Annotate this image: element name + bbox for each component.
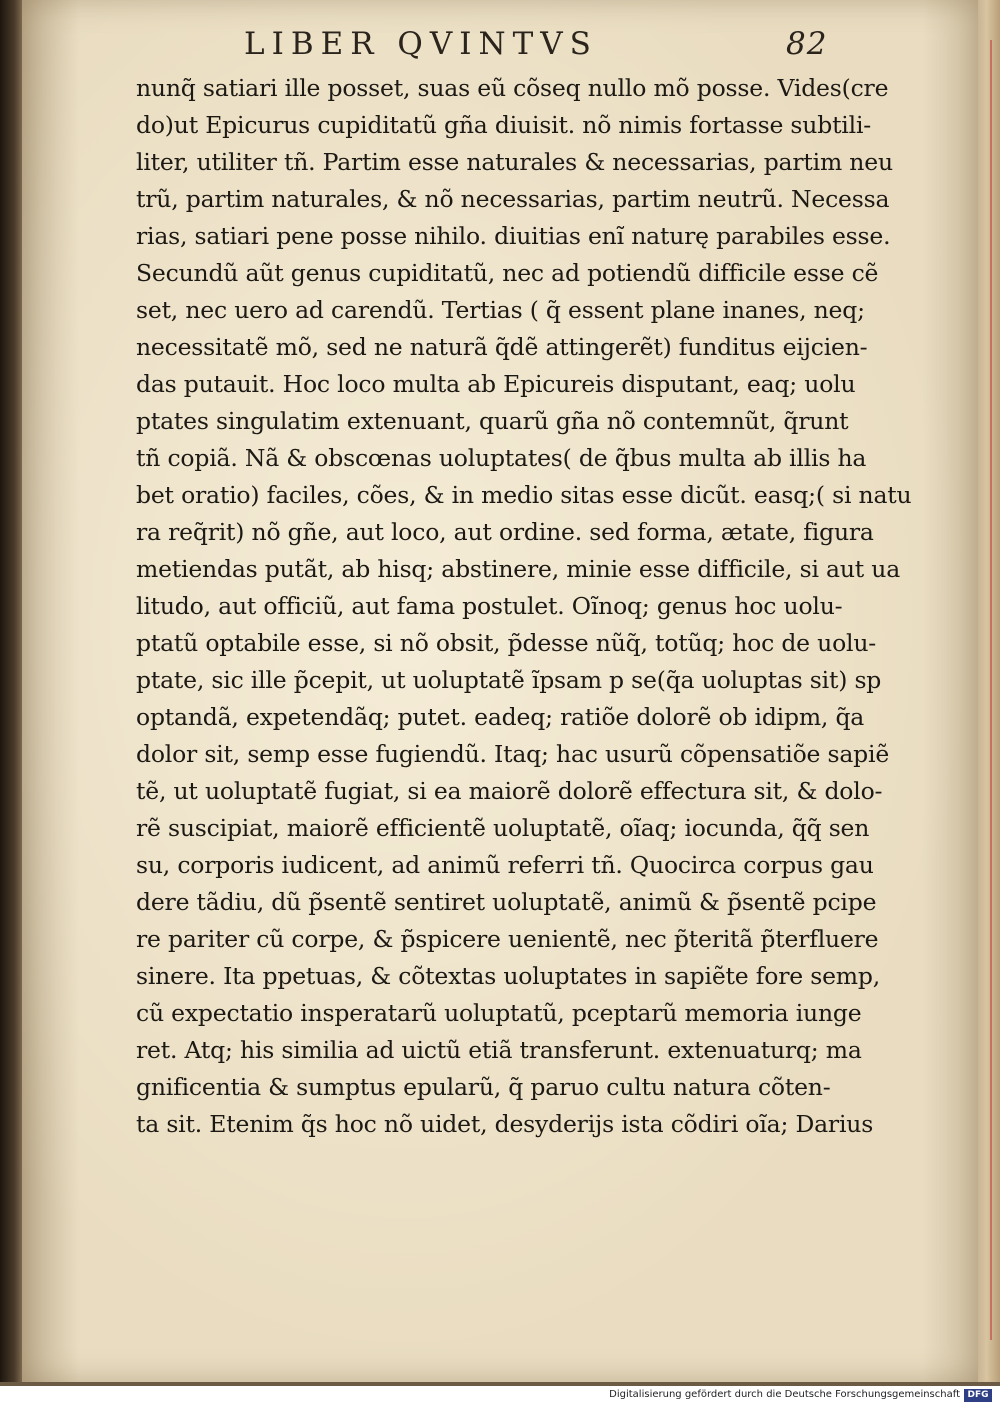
text-line: necessitatẽ mõ, sed ne naturã q̃dẽ attingerẽt) funditus eijcien- (136, 333, 868, 361)
text-line: ptate, sic ille p̃cepit, ut uoluptatẽ ĩpsam p se(q̃a uoluptas sit) sp (136, 666, 882, 694)
text-line: dolor sit, semp esse fugiendũ. Itaq; hac usurũ cõpensatiõe sapiẽ (136, 740, 890, 768)
text-line: tñ copiã. Nã & obscœnas uoluptates( de q̃bus multa ab illis ha (136, 444, 867, 472)
text-line: trũ, partim naturales, & nõ necessarias, partim neutrũ. Necessa (136, 185, 890, 213)
text-line: tẽ, ut uoluptatẽ fugiat, si ea maiorẽ dolorẽ effectura sit, & dolo- (136, 777, 883, 805)
text-line: bet oratio) faciles, cões, & in medio sitas esse dicũt. easq;( si natu (136, 481, 912, 509)
text-line: liter, utiliter tñ. Partim esse naturales & necessarias, partim neu (136, 148, 893, 176)
text-line: ptates singulatim extenuant, quarũ gña nõ contemnũt, q̃runt (136, 407, 849, 435)
text-line: do)ut Epicurus cupiditatũ gña diuisit. nõ nimis fortasse subtili- (136, 111, 871, 139)
page-stack-edge (978, 0, 1000, 1385)
text-line: ra req̃rit) nõ gñe, aut loco, aut ordine. sed forma, ætate, figura (136, 518, 874, 546)
text-line: gnificentia & sumptus epularũ, q̃ paruo cultu natura cõten- (136, 1073, 831, 1101)
text-line: ptatũ optabile esse, si nõ obsit, p̃desse nũq̃, totũq; hoc de uolu- (136, 629, 877, 657)
text-line: rias, satiari pene posse nihilo. diuitias enĩ naturę parabiles esse. (136, 222, 891, 250)
text-line: metiendas putãt, ab hisq; abstinere, minie esse difficile, si aut ua (136, 555, 901, 583)
text-line: optandã, expetendãq; putet. eadeq; ratiõe dolorẽ ob idipm, q̃a (136, 703, 865, 731)
text-line: ret. Atq; his similia ad uictũ etiã transferunt. extenuaturq; ma (136, 1036, 862, 1064)
page-number: 82 (786, 26, 828, 62)
footer-credit: Digitalisierung gefördert durch die Deutsche Forschungsgemeinschaft (609, 1389, 960, 1400)
text-line: litudo, aut officiũ, aut fama postulet. Oĩnoq; genus hoc uolu- (136, 592, 843, 620)
text-line: cũ expectatio insperatarũ uoluptatũ, pceptarũ memoria iunge (136, 999, 862, 1027)
book-spine-edge (0, 0, 24, 1385)
text-line: nunq̃ satiari ille posset, suas eũ cõseq nullo mõ posse. Vides(cre (136, 74, 889, 102)
digitization-footer (0, 1386, 1000, 1406)
text-line: su, corporis iudicent, ad animũ referri tñ. Quocirca corpus gau (136, 851, 874, 879)
text-line: ta sit. Etenim q̃s hoc nõ uidet, desyderijs ista cõdiri oĩa; Darius (136, 1110, 874, 1138)
dfg-logo: DFG (964, 1389, 992, 1402)
red-page-edge (990, 40, 992, 1340)
text-line: das putauit. Hoc loco multa ab Epicureis disputant, eaq; uolu (136, 370, 856, 398)
running-header (230, 26, 930, 66)
running-title: LIBER QVINTVS (244, 26, 598, 62)
body-text (136, 70, 912, 1143)
text-line: sinere. Ita ppetuas, & cõtextas uoluptates in sapiẽte fore semp, (136, 962, 880, 990)
text-line: rẽ suscipiat, maiorẽ efficientẽ uoluptatẽ, oĩaq; iocunda, q̃q̃ sen (136, 814, 870, 842)
text-line: Secundũ aũt genus cupiditatũ, nec ad potiendũ difficile esse cẽ (136, 259, 879, 287)
text-line: dere tãdiu, dũ p̃sentẽ sentiret uoluptatẽ, animũ & p̃sentẽ pcipe (136, 888, 877, 916)
text-line: re pariter cũ corpe, & p̃spicere uenientẽ, nec p̃teritã p̃terfluere (136, 925, 879, 953)
text-line: set, nec uero ad carendũ. Tertias ( q̃ essent plane inanes, neq; (136, 296, 865, 324)
